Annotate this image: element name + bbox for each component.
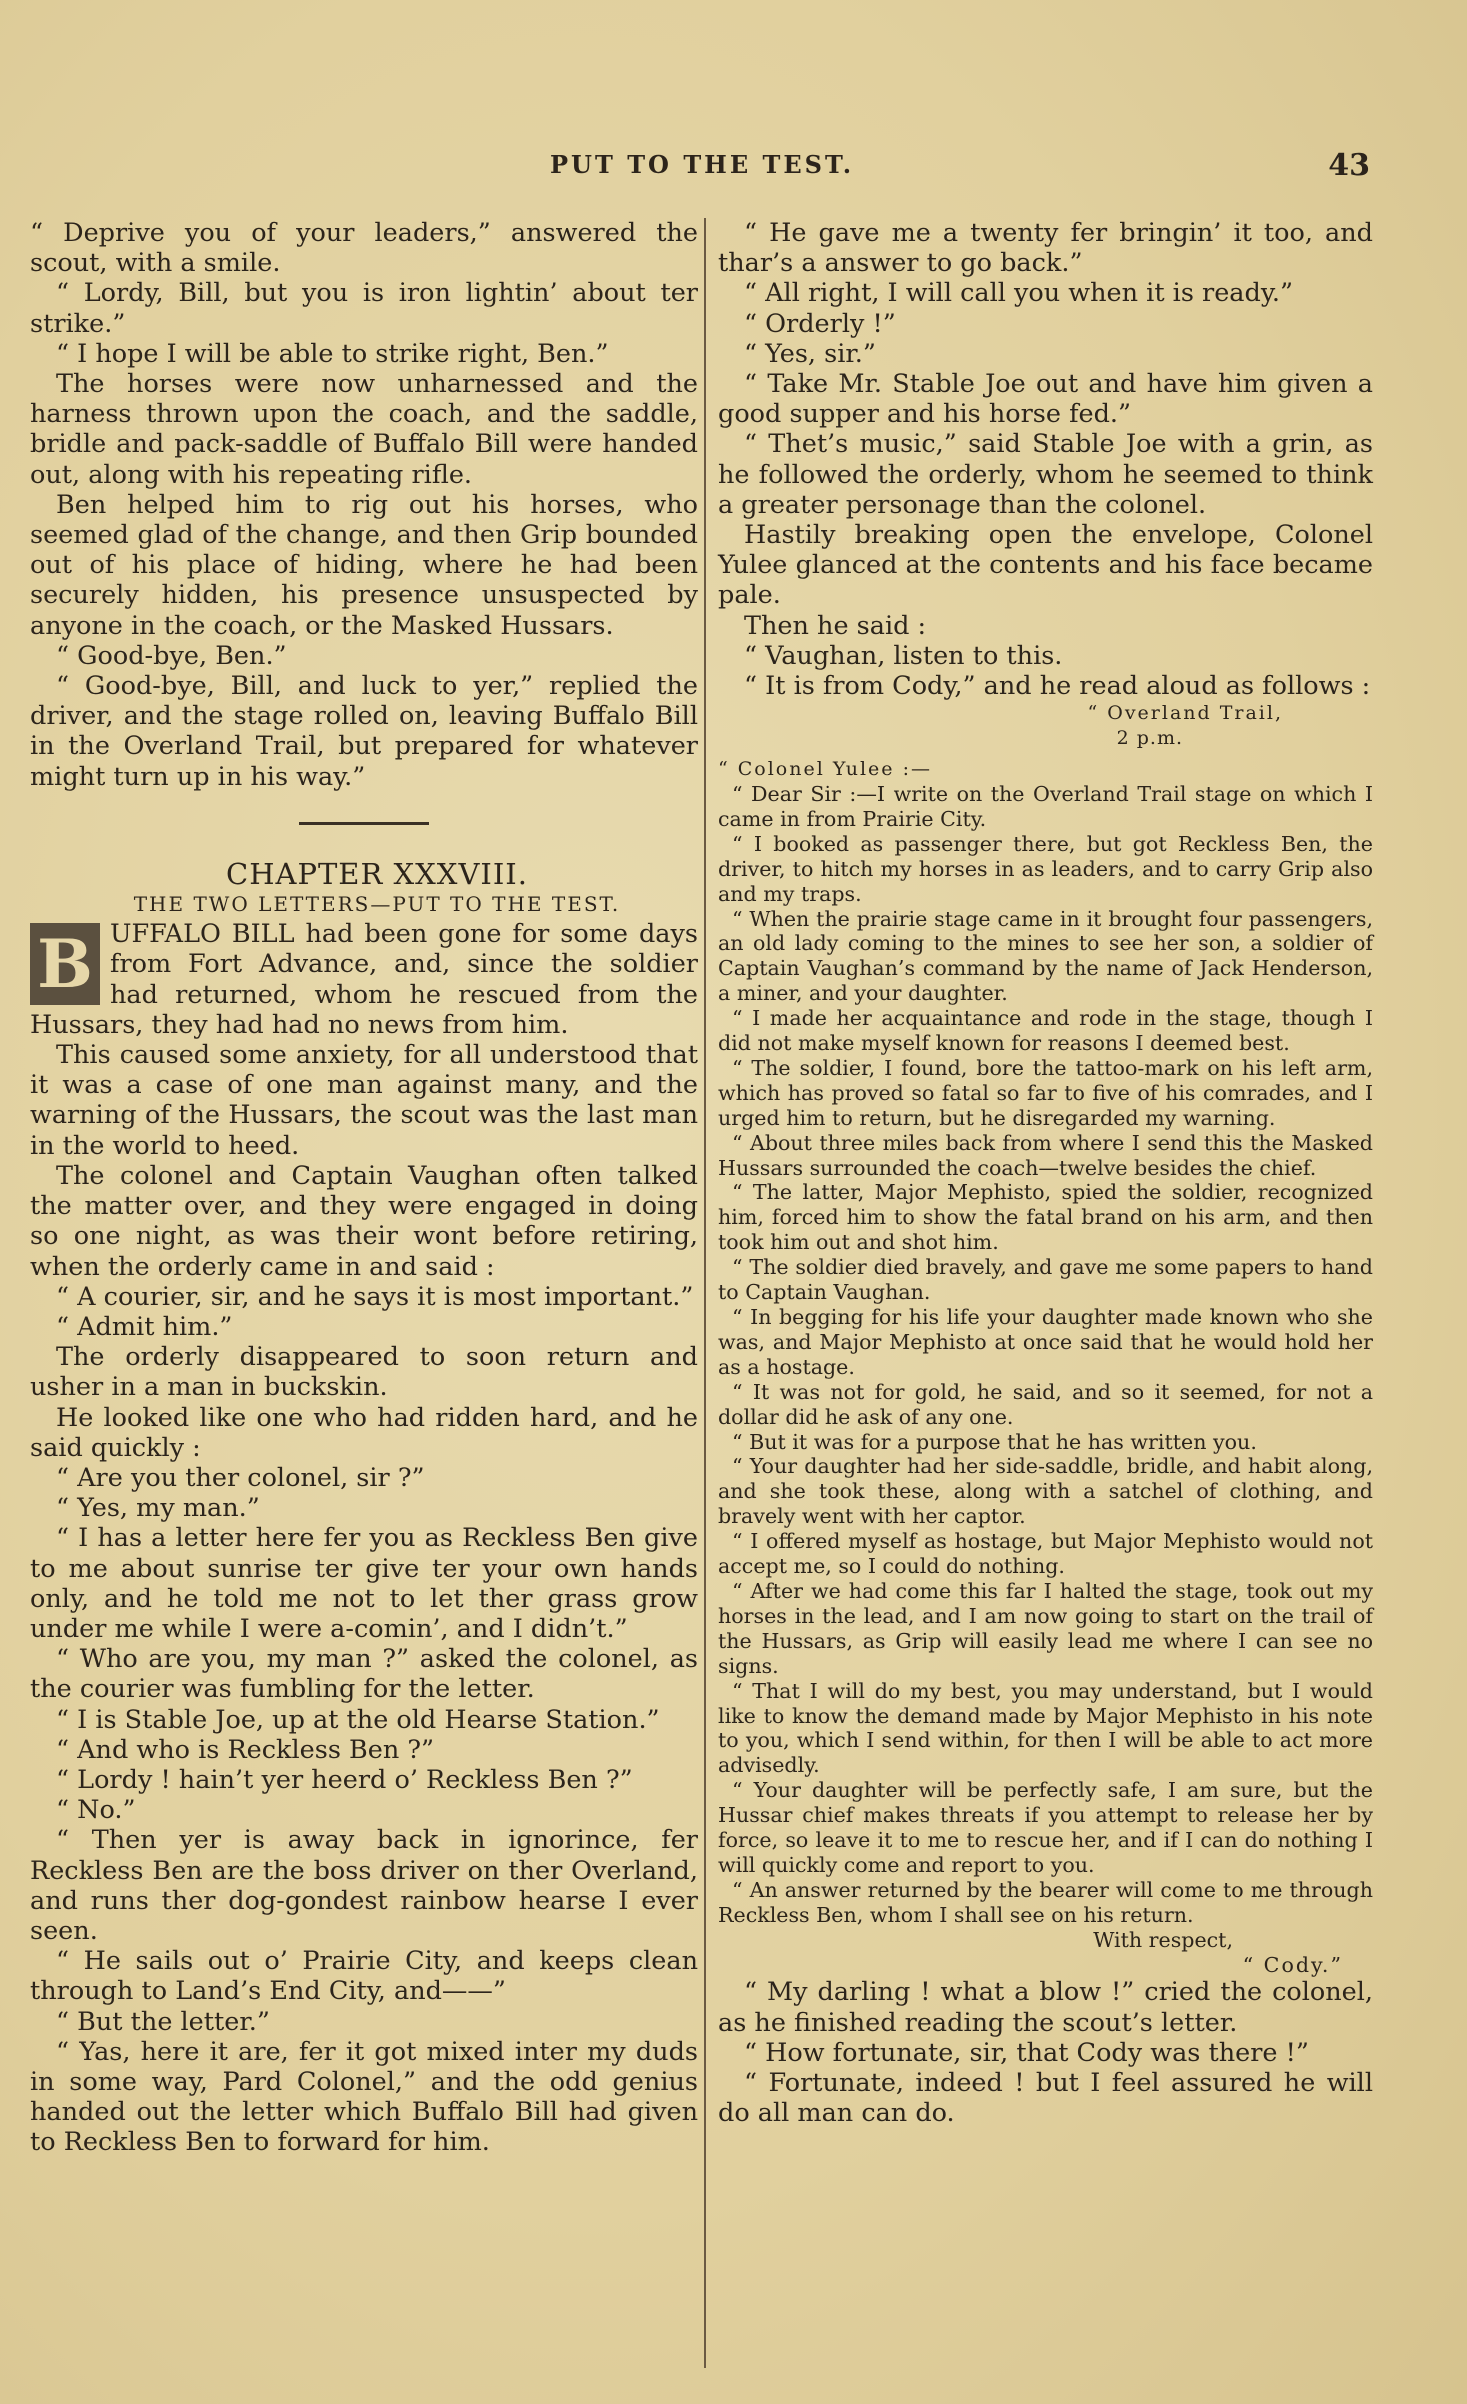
paragraph: Then he said :	[744, 610, 927, 641]
paragraph: “ How fortunate, sir, that Cody was there !”	[744, 2037, 1309, 2068]
letter-heading-place: “ Overland Trail,	[1087, 702, 1283, 725]
paragraph: “ He gave me a twenty fer bringin’ it too, and thar’s a answer to go back.”	[718, 218, 1373, 279]
paragraph: “ Yas, here it are, fer it got mixed inter my duds in some way, Pard Colonel,” and the odd genius handed out the letter which Buffalo Bill had given to Reckless Ben to forward for him.	[30, 2036, 698, 2158]
running-title: PUT TO THE TEST.	[550, 150, 855, 179]
opening-text: UFFALO BILL had been gone for some days from Fort Advance, and, since the soldier had returned, whom he rescued from the Hussars, they had had no news from him.	[30, 919, 698, 1040]
paragraph: “ I hope I will be able to strike right, Ben.”	[56, 338, 609, 369]
letter-closing: With respect,	[1093, 1927, 1233, 1952]
paragraph: He looked like one who had ridden hard, and he said quickly :	[30, 1402, 698, 1463]
paragraph: Ben helped him to rig out his horses, who seemed glad of the change, and then Grip bounded out of his place of hiding, where he had been securely hidden, his presence unsuspected by anyone in the coach, or the Masked Hussars.	[30, 489, 698, 641]
paragraph: “ Deprive you of your leaders,” answered the scout, with a smile.	[30, 218, 698, 279]
letter-paragraph: “ I offered myself as hostage, but Major Mephisto would not accept me, so I could do nothing.	[718, 1529, 1373, 1579]
paragraph: “ Good-bye, Bill, and luck to yer,” replied the driver, and the stage rolled on, leaving Buffalo Bill in the Overland Trail, but prepared for whatever might turn up in his way.”	[30, 671, 698, 792]
chapter-opening-paragraph	[30, 919, 698, 1040]
letter-paragraph: “ After we had come this far I halted the stage, took out my horses in the lead, and I am now going to start on the trail of the Hussars, as Grip will easily lead me where I can see no signs.	[718, 1578, 1373, 1678]
paragraph: “ But the letter.”	[56, 2006, 270, 2037]
left-column	[30, 218, 698, 2158]
cody-letter	[718, 701, 1373, 1977]
letter-paragraph: “ I booked as passenger there, but got Reckless Ben, the driver, to hitch my horses in as leaders, and to carry Grip also and my traps.	[718, 831, 1373, 906]
paragraph: “ Are you ther colonel, sir ?”	[56, 1462, 425, 1493]
paragraph: “ Yes, sir.”	[744, 338, 876, 369]
paragraph: “ A courier, sir, and he says it is most important.”	[56, 1281, 694, 1312]
letter-salutation: “ Colonel Yulee :—	[718, 758, 932, 781]
paragraph: “ Vaughan, listen to this.	[744, 640, 1063, 671]
paragraph: “ No.”	[56, 1795, 136, 1826]
paragraph: The horses were now unharnessed and the harness thrown upon the coach, and the saddle, bridle and pack-saddle of Buffalo Bill were handed out, along with his repeating rifle.	[30, 369, 698, 490]
column-rule	[704, 218, 706, 2368]
paragraph: The orderly disappeared to soon return and usher in a man in buckskin.	[30, 1342, 698, 1403]
letter-paragraph: “ It was not for gold, he said, and so it seemed, for not a dollar did he ask of any one.	[718, 1379, 1373, 1429]
letter-paragraph: “ Your daughter had her side-saddle, bridle, and habit along, and she took these, along with a satchel of clothing, and bravely went with her captor.	[718, 1454, 1373, 1529]
paragraph: “ Yes, my man.”	[56, 1493, 260, 1524]
paragraph: “ Fortunate, indeed ! but I feel assured he will do all man can do.	[718, 2068, 1373, 2129]
letter-heading-time: 2 p.m.	[1116, 727, 1183, 750]
letter-paragraph: “ I made her acquaintance and rode in the stage, though I did not make myself known for reasons I deemed best.	[718, 1006, 1373, 1056]
letter-paragraph: “ The latter, Major Mephisto, spied the soldier, recognized him, forced him to show the fatal brand on his arm, and then took him out and shot him.	[718, 1180, 1373, 1255]
paragraph: “ It is from Cody,” and he read aloud as follows :	[744, 671, 1371, 702]
letter-paragraph: “ An answer returned by the bearer will come to me through Reckless Ben, whom I shall see on his return.	[718, 1877, 1373, 1927]
paragraph: “ Thet’s music,” said Stable Joe with a grin, as he followed the orderly, whom he seemed to think a greater personage than the colonel.	[718, 429, 1373, 520]
right-column	[718, 218, 1373, 2128]
paragraph: “ Orderly !”	[744, 308, 896, 339]
paragraph: “ I has a letter here fer you as Reckless Ben give to me about sunrise ter give ter your own hands only, and he told me not to let ther grass grow under me while I were a-comin’, and I didn’t.”	[30, 1523, 698, 1644]
page-header	[530, 148, 1370, 188]
paragraph: “ Lordy ! hain’t yer heerd o’ Reckless Ben ?”	[56, 1764, 633, 1795]
letter-paragraph: “ That I will do my best, you may understand, but I would like to know the demand made by Major Mephisto in his note to you, which I send within, for then I will be able to act more advisedly.	[718, 1678, 1373, 1778]
paragraph: “ My darling ! what a blow !” cried the colonel, as he finished reading the scout’s letter.	[718, 1977, 1373, 2038]
paragraph: This caused some anxiety, for all understood that it was a case of one man against many, and the warning of the Hussars, the scout was the last man in the world to heed.	[30, 1040, 698, 1161]
paragraph: “ Take Mr. Stable Joe out and have him given a good supper and his horse fed.”	[718, 369, 1373, 430]
paragraph: Hastily breaking open the envelope, Colonel Yulee glanced at the contents and his face became pale.	[718, 520, 1373, 611]
paragraph: “ Lordy, Bill, but you is iron lightin’ about ter strike.”	[30, 278, 698, 339]
letter-paragraph: “ In begging for his life your daughter made known who she was, and Major Mephisto at once said that he would hold her as a hostage.	[718, 1305, 1373, 1379]
paragraph: “ He sails out o’ Prairie City, and keeps clean through to Land’s End City, and——”	[30, 1946, 698, 2007]
letter-paragraph: “ Dear Sir :—I write on the Overland Trail stage on which I came in from Prairie City.	[718, 781, 1373, 831]
chapter-title: THE TWO LETTERS—PUT TO THE TEST.	[133, 892, 621, 917]
letter-paragraph: “ Your daughter will be perfectly safe, I am sure, but the Hussar chief makes threats if you attempt to release her by force, so leave it to me to rescue her, and if I can do nothing I will quickly come and report to you.	[718, 1778, 1373, 1877]
letter-paragraph: “ But it was for a purpose that he has written you.	[732, 1429, 1257, 1454]
paragraph: “ All right, I will call you when it is ready.”	[744, 278, 1293, 309]
section-divider	[299, 822, 429, 825]
paragraph: The colonel and Captain Vaughan often talked the matter over, and they were engaged in doing so one night, as was their wont before retiring, when the orderly came in and said :	[30, 1160, 698, 1282]
paragraph: “ Good-bye, Ben.”	[56, 640, 287, 671]
paragraph: “ Who are you, my man ?” asked the colonel, as the courier was fumbling for the letter.	[30, 1644, 698, 1705]
letter-paragraph: “ The soldier, I found, bore the tattoo-mark on his left arm, which has proved so fatal so far to five of his comrades, and I urged him to return, but he disregarded my warning.	[718, 1055, 1373, 1130]
drop-cap: B	[30, 923, 100, 1005]
letter-paragraph: “ The soldier died bravely, and gave me some papers to hand to Captain Vaughan.	[718, 1255, 1373, 1305]
letter-signature: “ Cody.”	[1242, 1952, 1343, 1977]
paragraph: “ I is Stable Joe, up at the old Hearse Station.”	[56, 1704, 660, 1735]
letter-paragraph: “ When the prairie stage came in it brought four passengers, an old lady coming to the mines to see her son, a soldier of Captain Vaughan’s command by the name of Jack Henderson, a miner, and your daughter.	[718, 906, 1373, 1006]
paragraph: “ And who is Reckless Ben ?”	[56, 1734, 435, 1765]
paragraph: “ Then yer is away back in ignorince, fer Reckless Ben are the boss driver on ther Overland, and runs ther dog-gondest rainbow hearse I ever seen.	[30, 1825, 698, 1946]
chapter-number: CHAPTER XXXVIII.	[226, 856, 528, 891]
page-number: 43	[1328, 148, 1370, 183]
letter-paragraph: “ About three miles back from where I send this the Masked Hussars surrounded the coach—twelve besides the chief.	[718, 1130, 1373, 1180]
paragraph: “ Admit him.”	[56, 1311, 233, 1342]
